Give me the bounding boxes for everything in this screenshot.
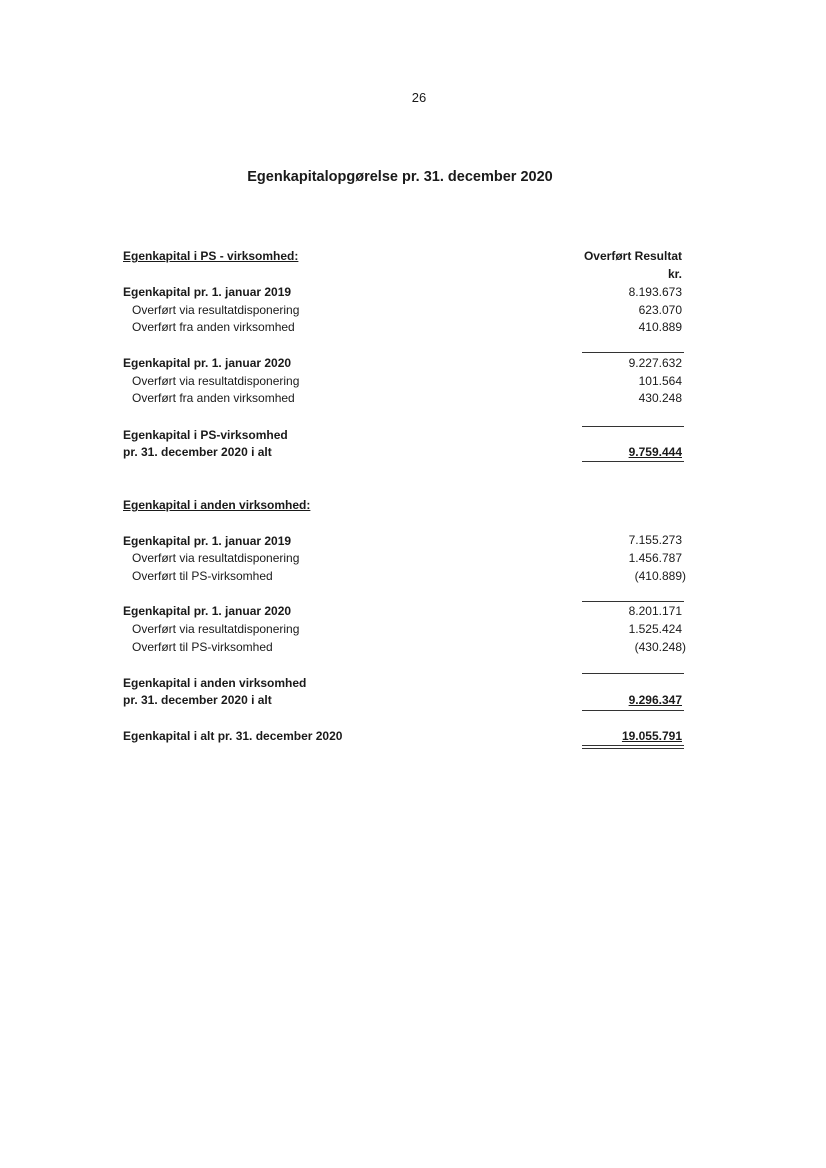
other-total-label: Egenkapital i anden virksomhed bbox=[123, 676, 307, 690]
ps-row-label: Overført fra anden virksomhed bbox=[132, 320, 295, 334]
subtotal-rule bbox=[582, 673, 684, 674]
other-total-label: pr. 31. december 2020 i alt bbox=[123, 693, 272, 707]
other-row-value: 7.155.273 bbox=[628, 533, 682, 547]
other-row-label: Overført til PS-virksomhed bbox=[132, 569, 273, 583]
ps-row-value: 101.564 bbox=[638, 374, 682, 388]
ps-row-value: 430.248 bbox=[638, 391, 682, 405]
ps-row-label: Overført via resultatdisponering bbox=[132, 303, 300, 317]
grand-total-value: 19.055.791 bbox=[621, 729, 682, 743]
grand-total-label: Egenkapital i alt pr. 31. december 2020 bbox=[123, 729, 343, 743]
other-row-label: Overført via resultatdisponering bbox=[132, 622, 300, 636]
other-row-value: (410.889) bbox=[634, 569, 686, 583]
other-total-value: 9.296.347 bbox=[628, 693, 682, 707]
other-row-label: Egenkapital pr. 1. januar 2019 bbox=[123, 534, 292, 548]
other-row-label: Overført via resultatdisponering bbox=[132, 551, 300, 565]
total-rule bbox=[582, 710, 684, 711]
ps-row-label: Egenkapital pr. 1. januar 2020 bbox=[123, 356, 292, 370]
ps-row-value: 8.193.673 bbox=[628, 285, 682, 299]
ps-total-value: 9.759.444 bbox=[628, 445, 682, 459]
page-title: Egenkapitalopgørelse pr. 31. december 2020 bbox=[247, 169, 553, 185]
ps-row-value: 410.889 bbox=[638, 320, 682, 334]
other-row-value: 1.456.787 bbox=[628, 551, 682, 565]
subtotal-rule bbox=[582, 426, 684, 427]
ps-row-label: Egenkapital pr. 1. januar 2019 bbox=[123, 285, 292, 299]
other-row-value: 1.525.424 bbox=[628, 622, 682, 636]
subtotal-rule bbox=[582, 352, 684, 353]
total-rule bbox=[582, 461, 684, 462]
ps-total-label: pr. 31. december 2020 i alt bbox=[123, 445, 272, 459]
page-number: 26 bbox=[411, 90, 427, 105]
subtotal-rule bbox=[582, 601, 684, 602]
ps-row-value: 9.227.632 bbox=[628, 356, 682, 370]
grand-total-double-rule bbox=[582, 745, 684, 749]
other-row-value: (430.248) bbox=[634, 640, 686, 654]
other-row-label: Overført til PS-virksomhed bbox=[132, 640, 273, 654]
other-row-label: Egenkapital pr. 1. januar 2020 bbox=[123, 604, 292, 618]
ps-row-label: Overført via resultatdisponering bbox=[132, 374, 300, 388]
ps-section-heading: Egenkapital i PS - virksomhed: bbox=[123, 249, 299, 263]
ps-total-label: Egenkapital i PS-virksomhed bbox=[123, 428, 288, 442]
ps-row-label: Overført fra anden virksomhed bbox=[132, 391, 295, 405]
column-header-title: Overført Resultat bbox=[583, 249, 682, 263]
column-header-unit: kr. bbox=[667, 267, 682, 281]
other-section-heading: Egenkapital i anden virksomhed: bbox=[123, 498, 311, 512]
ps-row-value: 623.070 bbox=[638, 303, 682, 317]
other-row-value: 8.201.171 bbox=[628, 604, 682, 618]
